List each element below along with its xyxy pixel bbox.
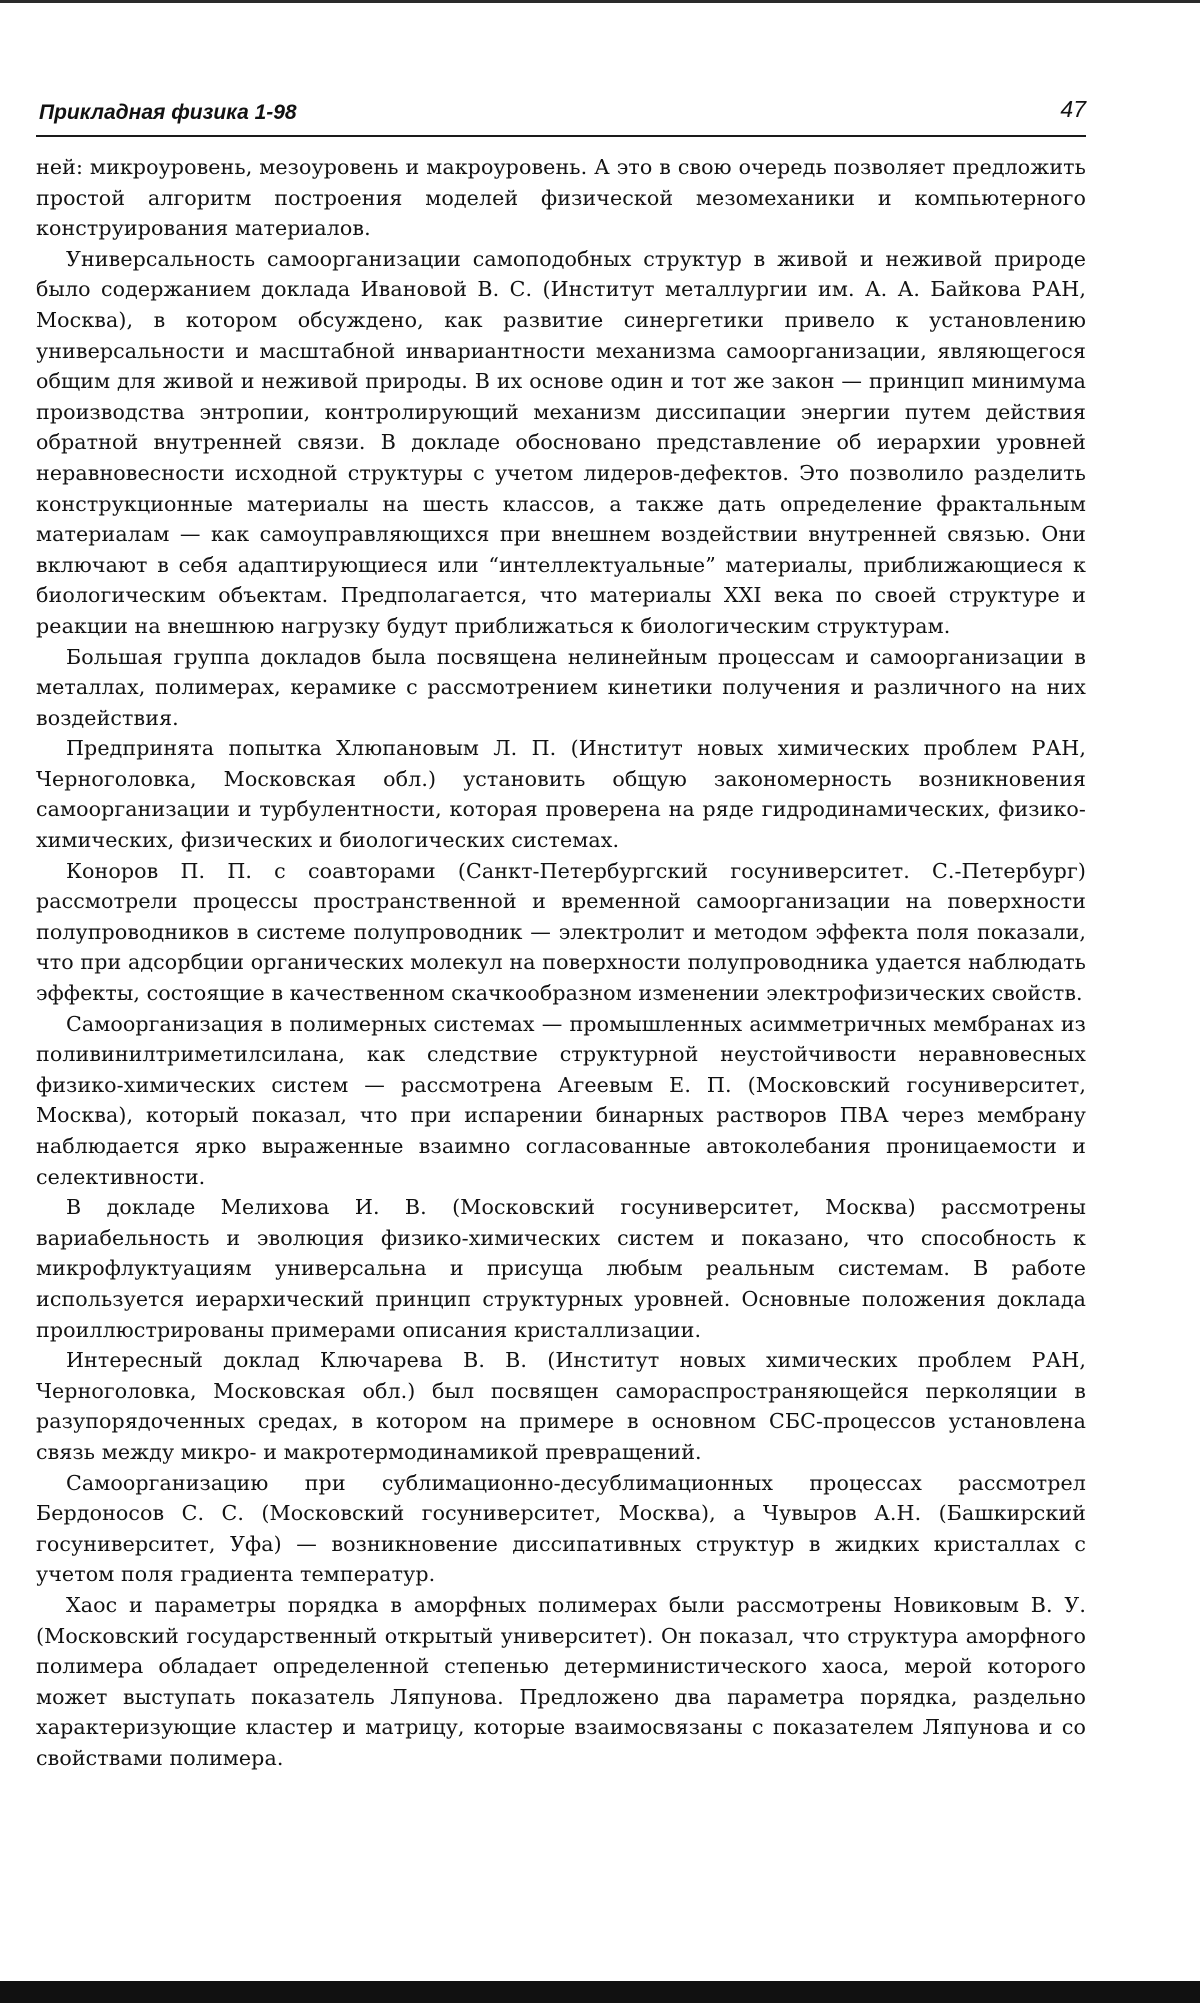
scan-edge-top [0, 0, 1200, 3]
page-number: 47 [1060, 96, 1086, 122]
paragraph: В докладе Мелихова И. В. (Московский госуниверситет, Москва) рассмотрены вариабельность и эволюция физико-химических систем и показано, что способность к микрофлуктуациям универсальна и присуща любым реальным системам. В работе используется иерархический принцип структурных уровней. Основные положения доклада проиллюстрированы примерами описания кристаллизации. [36, 1195, 1086, 1342]
paragraph: Универсальность самоорганизации самоподобных структур в живой и неживой природе было содержанием доклада Ивановой В. С. (Институт металлургии им. А. А. Байкова РАН, Москва), в котором обсуждено, как развитие синергетики привело к установлению универсальности и масштабной инвариантности механизма самоорганизации, являющегося общим для живой и неживой природы. В их основе один и тот же закон — принцип минимума производства энтропии, контролирующий механизм диссипации энергии путем действия обратной внутренней связи. В докладе обосновано представление об иерархии уровней неравновесности исходной структуры с учетом лидеров-дефектов. Это позволило разделить конструкционные материалы на шесть классов, а также дать определение фрактальным материалам — как самоуправляющихся при внешнем воздействии внутренней связью. Они включают в себя адаптирующиеся или “интеллектуальные” материалы, приближающиеся к биологическим объектам. Предполагается, что материалы XXI века по своей структуре и реакции на внешнюю нагрузку будут приближаться к биологическим структурам. [36, 246, 1086, 638]
article-body [36, 152, 1086, 1773]
paragraph: Большая группа докладов была посвящена нелинейным процессам и самоорганизации в металлах, полимерах, керамике с рассмотрением кинетики получения и различного на них воздействия. [36, 644, 1086, 730]
paragraph: Предпринята попытка Хлюпановым Л. П. (Институт новых химических проблем РАН, Черноголовка, Московская обл.) установить общую закономерность возникновения самоорганизации и турбулентности, которая проверена на ряде гидродинамических, физико-химических, физических и биологических системах. [36, 736, 1086, 853]
paragraph: Самоорганизация в полимерных системах — промышленных асимметричных мембранах из поливинилтриметилсилана, как следствие структурной неустойчивости неравновесных физико-химических систем — рассмотрена Агеевым Е. П. (Московский госуниверситет, Москва), который показал, что при испарении бинарных растворов ПВА через мембрану наблюдается ярко выраженные взаимно согласованные автоколебания проницаемости и селективности. [36, 1011, 1086, 1189]
paragraph: ней: микроуровень, мезоуровень и макроуровень. А это в свою очередь позволяет предложить простой алгоритм построения моделей физической мезомеханики и компьютерного конструирования материалов. [36, 155, 1086, 241]
paragraph: Интересный доклад Ключарева В. В. (Институт новых химических проблем РАН, Черноголовка, Московская обл.) был посвящен самораспространяющейся перколяции в разупорядоченных средах, в котором на примере в основном СБС-процессов установлена связь между микро- и макротермодинамикой превращений. [36, 1348, 1086, 1464]
journal-title: Прикладная физика 1-98 [39, 101, 297, 124]
header-rule [36, 135, 1086, 137]
running-head [36, 96, 1086, 132]
paragraph: Самоорганизацию при сублимационно-десублимационных процессах рассмотрел Бердоносов С. С. (Московский госуниверситет, Москва), а Чувыров А.Н. (Башкирский госуниверситет, Уфа) — возникновение диссипативных структур в жидких кристаллах с учетом поля градиента температур. [36, 1470, 1086, 1587]
journal-page [36, 96, 1086, 1773]
paragraph: Хаос и параметры порядка в аморфных полимерах были рассмотрены Новиковым В. У. (Московский государственный открытый университет). Он показал, что структура аморфного полимера обладает определенной степенью детерминистического хаоса, мерой которого может выступать показатель Ляпунова. Предложено два параметра порядка, раздельно характеризующие кластер и матрицу, которые взаимосвязаны с показателем Ляпунова и со свойствами полимера. [36, 1592, 1086, 1770]
scan-edge-bottom [0, 1981, 1200, 2003]
paragraph: Коноров П. П. с соавторами (Санкт-Петербургский госуниверситет. С.-Петербург) рассмотрели процессы пространственной и временной самоорганизации на поверхности полупроводников в системе полупроводник — электролит и методом эффекта поля показали, что при адсорбции органических молекул на поверхности полупроводника удается наблюдать эффекты, состоящие в качественном скачкообразном изменении электрофизических свойств. [36, 858, 1086, 1006]
